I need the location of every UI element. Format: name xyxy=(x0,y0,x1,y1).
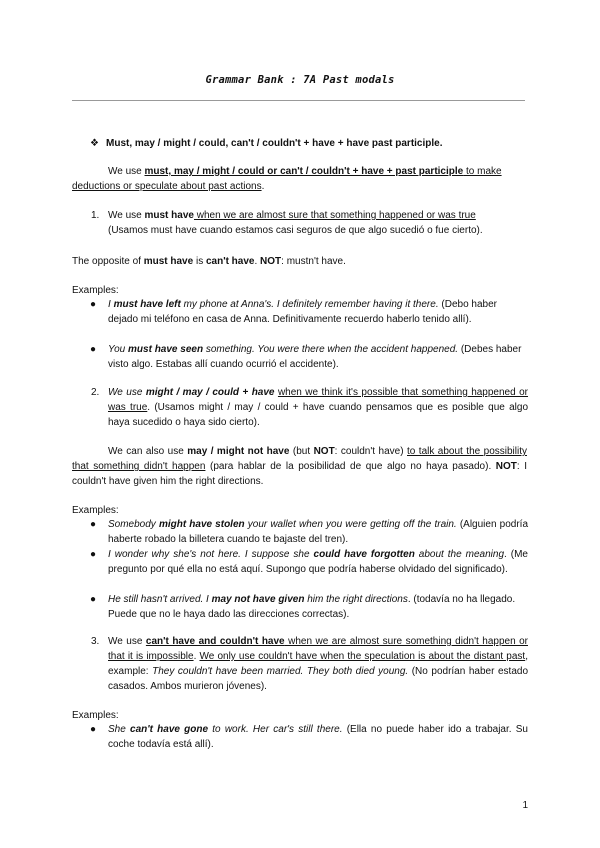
opposite-dot: . xyxy=(254,256,261,267)
bullet-icon: ● xyxy=(90,519,97,530)
also-use-purpose: to talk about the possibility that something didn't happen xyxy=(72,446,527,472)
item-2-structure: might / may / could + have xyxy=(145,387,275,398)
example-2-pre: You xyxy=(108,344,129,355)
diamond-bullet-icon: ❖ xyxy=(90,138,99,149)
examples-label-3: Examples: xyxy=(72,710,119,721)
example-2-rest: something. You were there when the accident happened. xyxy=(203,344,459,355)
intro-end: . xyxy=(261,181,265,192)
opposite-must-have: must have xyxy=(143,256,194,267)
item-1-text xyxy=(108,208,528,238)
item-3-text xyxy=(108,634,528,694)
example-1-pre: I xyxy=(108,299,114,310)
example-1-spanish: (Debo haber dejado mi teléfono en casa de Anna. Definitivamente recuerdo haberlo tenido allí). xyxy=(108,299,497,325)
example-6-spanish: (Ella no puede haber ido a trabajar. Su coche todavía está allí). xyxy=(108,724,528,750)
bullet-icon: ● xyxy=(90,299,97,310)
item-1-pre: We use xyxy=(108,210,145,221)
item-3-rule: when we are almost sure something didn't happen or that it is impossible xyxy=(108,636,528,662)
opposite-post: : mustn't have. xyxy=(281,256,346,267)
example-6-rest: to work. Her car's still there. xyxy=(208,724,343,735)
section-heading: Must, may / might / could, can't / couldn't + have + have past participle. xyxy=(106,138,443,149)
item-3-dot: . xyxy=(193,651,200,662)
item-3-spanish: (No podrían haber estado casados. Ambos murieron jóvenes). xyxy=(108,666,529,692)
intro-purpose: to make deductions or speculate about past actions xyxy=(72,166,502,192)
bullet-icon: ● xyxy=(90,724,97,735)
example-5-rest: him the right directions xyxy=(304,594,408,605)
also-use-structure: may / might not have xyxy=(187,446,290,457)
item-2-rule: when we think it's possible that something happened or was true xyxy=(108,387,529,413)
opposite-cant-have: can't have xyxy=(205,256,255,267)
example-4-rest: about the meaning xyxy=(414,549,505,560)
example-5-spanish: . (todavía no ha llegado. Puede que no le haya dado las direcciones correctas). xyxy=(108,594,516,620)
example-4-pre: I wonder why she's not here. I suppose she xyxy=(108,549,314,560)
item-1-rule: when we are almost sure that something happened or was true xyxy=(193,210,476,221)
example-1-rest: my phone at Anna's. I definitely remember having it there. xyxy=(180,299,439,310)
example-3-modal: might have stolen xyxy=(158,519,245,530)
opposite-not: NOT xyxy=(260,256,282,267)
example-2-modal: must have seen xyxy=(128,344,204,355)
also-use-post: : I couldn't have given him the right directions. xyxy=(72,461,527,487)
opposite-paragraph xyxy=(72,254,527,269)
example-3-rest: your wallet when you were getting off the train. xyxy=(244,519,457,530)
example-3 xyxy=(108,517,528,547)
also-use-not-2: NOT xyxy=(495,461,517,472)
example-6-modal: can't have gone xyxy=(130,724,209,735)
example-3-pre: Somebody xyxy=(108,519,159,530)
intro-structure: must, may / might / could or can't / couldn't + have + past participle xyxy=(144,166,464,177)
intro-paragraph xyxy=(72,164,527,194)
also-use-mid: (but xyxy=(289,446,314,457)
example-6-pre: She xyxy=(108,724,131,735)
examples-label-2: Examples: xyxy=(72,505,119,516)
also-use-spanish: (para hablar de la posibilidad de que algo no haya pasado). xyxy=(205,461,496,472)
example-4 xyxy=(108,547,528,577)
item-3-pre: We use xyxy=(108,636,146,647)
also-use-paragraph xyxy=(72,444,527,489)
page-number: 1 xyxy=(522,800,528,811)
bullet-icon: ● xyxy=(90,344,97,355)
item-number-3: 3. xyxy=(91,636,100,647)
example-5-modal: may not have given xyxy=(211,594,305,605)
item-2-text xyxy=(108,385,528,430)
example-2-spanish: (Debes haber visto algo. Estabas allí cuando ocurrió el accidente). xyxy=(108,344,522,370)
opposite-mid: is xyxy=(193,256,206,267)
example-5 xyxy=(108,592,528,622)
example-6 xyxy=(108,722,528,752)
example-4-spanish: . (Me pregunto por qué ella no está aquí. Supongo que podría haberse olvidado del significado). xyxy=(108,549,528,575)
item-3-mid: , example: xyxy=(108,651,528,677)
bullet-icon: ● xyxy=(90,594,97,605)
bullet-icon: ● xyxy=(90,549,97,560)
item-2-pre: We use xyxy=(108,387,146,398)
also-use-pre: We can also use xyxy=(108,446,188,457)
item-number-1: 1. xyxy=(91,210,100,221)
item-number-2: 2. xyxy=(91,387,100,398)
example-5-pre: He still hasn't arrived. I xyxy=(108,594,212,605)
example-1-modal: must have left xyxy=(113,299,181,310)
opposite-pre: The opposite of xyxy=(72,256,144,267)
item-2-spanish: . (Usamos might / may / could + have cuando pensamos que es posible que algo haya sucedido o haya sido cierto). xyxy=(108,402,528,428)
item-3-structure: can't have and couldn't have xyxy=(145,636,285,647)
example-4-modal: could have forgotten xyxy=(313,549,415,560)
title-rule xyxy=(72,100,525,101)
also-use-not: NOT xyxy=(313,446,335,457)
item-3-distant-past: We only use couldn't have when the speculation is about the distant past xyxy=(199,651,526,662)
also-use-mid2: : couldn't have) xyxy=(334,446,407,457)
item-3-example: They couldn't have been married. They both died young. xyxy=(152,666,409,677)
example-3-spanish: (Alguien podría haberte robado la billetera cuando te bajaste del tren). xyxy=(108,519,529,545)
item-1-structure: must have xyxy=(144,210,194,221)
page-title: Grammar Bank : 7A Past modals xyxy=(205,74,395,86)
example-1 xyxy=(108,297,528,327)
examples-label-1: Examples: xyxy=(72,285,119,296)
example-2 xyxy=(108,342,528,372)
intro-text: We use xyxy=(108,166,145,177)
item-1-spanish: (Usamos must have cuando estamos casi seguros de que algo sucedió o fue cierto). xyxy=(108,225,483,236)
